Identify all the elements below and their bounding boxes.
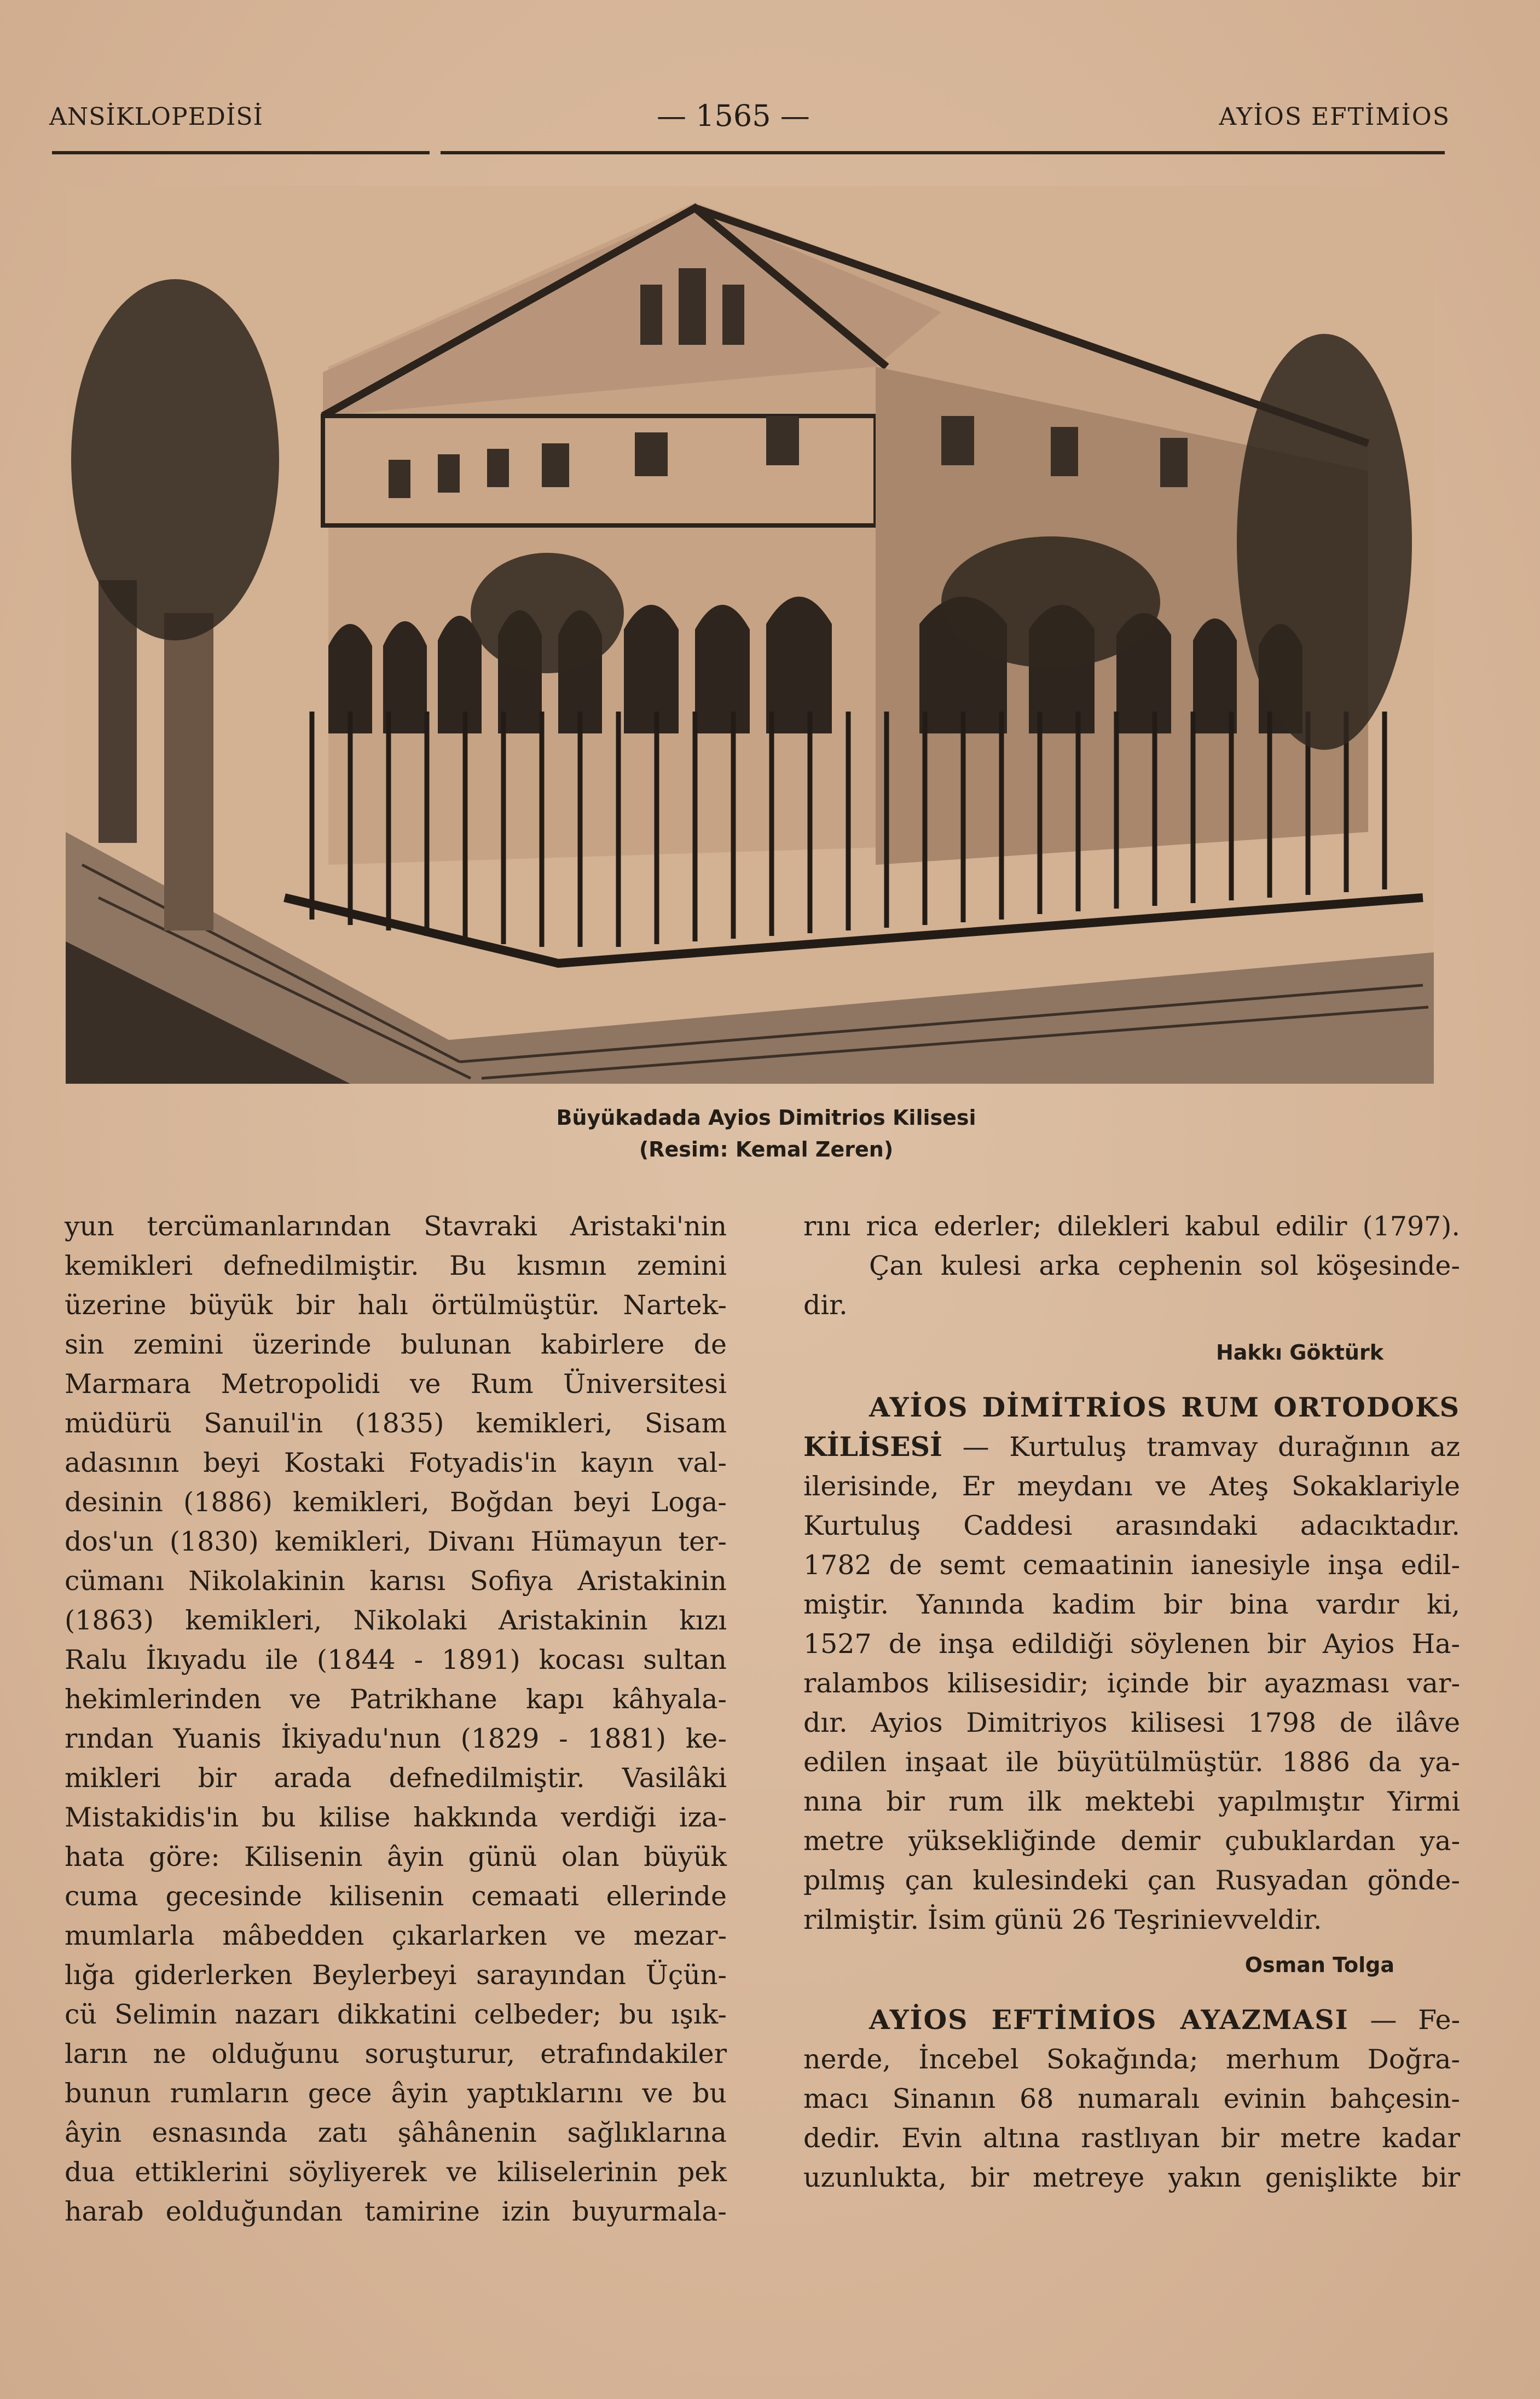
- author-signature: Osman Tolga: [1244, 1953, 1394, 1977]
- body-line: hata göre: Kilisenin âyin günü olan büyük: [65, 1841, 727, 1872]
- entry-heading-cont: KİLİSESİ: [803, 1431, 942, 1462]
- body-line: yun tercümanlarından Stavraki Aristaki'nin: [65, 1211, 727, 1242]
- continuation-line: rını rica ederler; dilekleri kabul edilir (1797).: [803, 1211, 1460, 1242]
- entry-heading: AYİOS DİMİTRİOS RUM ORTODOKS: [869, 1391, 1460, 1423]
- body-line: bunun rumların gece âyin yaptıklarını ve bu: [65, 2078, 727, 2109]
- body-line: adasının beyi Kostaki Fotyadis'in kayın val-: [65, 1447, 727, 1478]
- body-line: 1527 de inşa edildiği söylenen bir Ayios Ha-: [803, 1628, 1460, 1660]
- body-line: cuma gecesinde kilisenin cemaati ellerinde: [65, 1881, 727, 1912]
- body-line: miştir. Yanında kadim bir bina vardır ki,: [803, 1589, 1460, 1620]
- body-line: (1863) kemikleri, Nikolaki Aristakinin kızı: [65, 1605, 727, 1636]
- body-line: dos'un (1830) kemikleri, Divanı Hümayun ter-: [65, 1526, 727, 1557]
- body-line: ların ne olduğunu soruşturur, etrafındakiler: [65, 2038, 727, 2070]
- body-line: desinin (1886) kemikleri, Boğdan beyi Loga-: [65, 1487, 727, 1518]
- body-line: mumlarla mâbedden çıkarlarken ve mezar-: [65, 1920, 727, 1951]
- body-line: harab eolduğundan tamirine izin buyurmala-: [65, 2196, 727, 2227]
- body-line: Ralu İkıyadu ile (1844 - 1891) kocası sultan: [65, 1644, 727, 1675]
- body-line: — Fe-: [1370, 2004, 1460, 2036]
- body-line: — Kurtuluş tramvay durağının az: [962, 1431, 1461, 1462]
- page-header: [49, 99, 1450, 142]
- header-rule-right: [441, 151, 1445, 154]
- body-line: Marmara Metropolidi ve Rum Üniversitesi: [65, 1368, 727, 1400]
- body-line: müdürü Sanuil'in (1835) kemikleri, Sisam: [65, 1408, 727, 1439]
- body-line: nına bir rum ilk mektebi yapılmıştır Yirmi: [803, 1786, 1460, 1817]
- body-line: mikleri bir arada defnedilmiştir. Vasilâki: [65, 1762, 727, 1794]
- body-line: hekimlerinden ve Patrikhane kapı kâhyala-: [65, 1684, 727, 1715]
- body-line: cümanı Nikolakinin karısı Sofiya Aristakinin: [65, 1565, 727, 1597]
- body-line: Kurtuluş Caddesi arasındaki adacıktadır.: [803, 1510, 1460, 1541]
- body-line: dedir. Evin altına rastlıyan bir metre kadar: [803, 2123, 1460, 2154]
- church-illustration: [66, 186, 1434, 1084]
- header-rule-left: [52, 151, 430, 154]
- header-entry-range: AYİOS EFTİMİOS: [1219, 103, 1450, 131]
- left-column: [65, 1207, 727, 2232]
- body-line: pılmış çan kulesindeki çan Rusyadan gönde-: [803, 1865, 1460, 1896]
- header-encyclopedia-title: ANSİKLOPEDİSİ: [49, 103, 263, 131]
- body-line: edilen inşaat ile büyütülmüştür. 1886 da ya-: [803, 1747, 1460, 1778]
- right-column: [803, 1207, 1460, 2198]
- body-line: üzerine büyük bir halı örtülmüştür. Nartek-: [65, 1290, 727, 1321]
- continuation-line: Çan kulesi arka cephenin sol köşesinde-: [869, 1250, 1460, 1281]
- body-line: macı Sinanın 68 numaralı evinin bahçesin-: [803, 2083, 1460, 2114]
- body-line: rından Yuanis İkiyadu'nun (1829 - 1881) ke-: [65, 1723, 727, 1754]
- body-line: 1782 de semt cemaatinin ianesiyle inşa edil-: [803, 1550, 1460, 1581]
- body-line: ilerisinde, Er meydanı ve Ateş Sokaklariyle: [803, 1471, 1460, 1502]
- entry-heading: AYİOS EFTİMİOS AYAZMASI: [869, 2004, 1349, 2036]
- body-line: metre yüksekliğinde demir çubuklardan ya-: [803, 1825, 1460, 1857]
- body-line: lığa giderlerken Beylerbeyi sarayından Üçün-: [65, 1959, 727, 1991]
- body-line: Mistakidis'in bu kilise hakkında verdiği iza-: [65, 1802, 727, 1833]
- page-number: — 1565 —: [657, 99, 810, 133]
- body-line: cü Selimin nazarı dikkatini celbeder; bu ışık-: [65, 1999, 727, 2030]
- body-line: kemikleri defnedilmiştir. Bu kısmın zemini: [65, 1250, 727, 1281]
- figure-caption-credit: (Resim: Kemal Zeren): [639, 1137, 894, 1161]
- body-line: sin zemini üzerinde bulunan kabirlere de: [65, 1329, 727, 1360]
- body-line: nerde, İncebel Sokağında; merhum Doğra-: [803, 2044, 1460, 2075]
- figure-caption-title: Büyükadada Ayios Dimitrios Kilisesi: [556, 1106, 976, 1130]
- body-line: ralambos kilisesidir; içinde bir ayazması var-: [803, 1668, 1460, 1699]
- body-line: dua ettiklerini söyliyerek ve kiliselerinin pek: [65, 2157, 727, 2188]
- author-signature: Hakkı Göktürk: [1215, 1340, 1383, 1365]
- body-line: rilmiştir. İsim günü 26 Teşrinievveldir.: [803, 1904, 1322, 1935]
- body-line: dır. Ayios Dimitriyos kilisesi 1798 de ilâve: [803, 1707, 1460, 1738]
- continuation-line: dir.: [803, 1290, 848, 1321]
- body-line: uzunlukta, bir metreye yakın genişlikte bir: [803, 2162, 1460, 2193]
- body-line: âyin esnasında zatı şâhânenin sağlıklarına: [65, 2117, 727, 2148]
